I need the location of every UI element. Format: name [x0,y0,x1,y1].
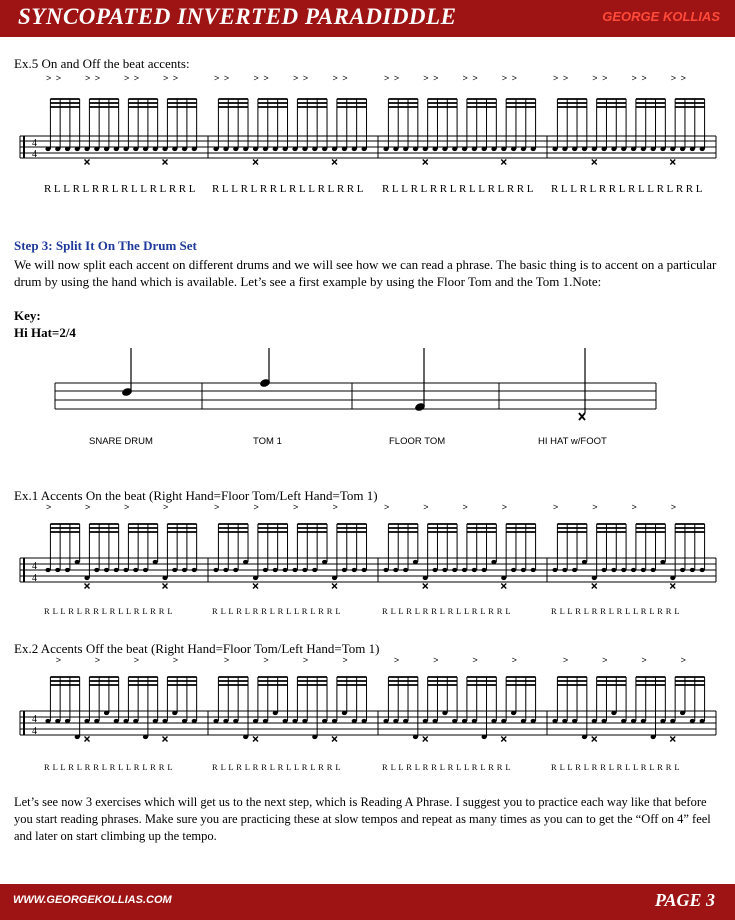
page-number: PAGE 3 [654,890,715,910]
note-head [403,147,408,151]
note-head [243,147,248,151]
sticking-text: R L L R L R R L R L L R L R R L [382,606,511,616]
note-head [362,568,367,572]
note-head [243,735,248,739]
note-head [362,147,367,151]
note-head [592,147,597,151]
note-head [660,719,665,723]
time-signature-bottom: 4 [32,726,37,737]
note-head [75,147,80,151]
note-head [233,568,238,572]
note-head [501,719,506,723]
note-head [531,568,536,572]
note-head [133,719,138,723]
accent-mark: > [511,655,517,665]
note-head [651,147,656,151]
accent-mark: > [55,655,62,665]
note-head [312,568,317,572]
note-head [572,568,577,572]
note-head [253,147,258,151]
note-head [631,568,636,572]
note-head [153,147,158,151]
note-head [55,147,60,151]
note-head [322,560,327,564]
note-head [273,711,278,715]
accent-mark: > [553,73,559,83]
note-head [133,147,138,151]
accent-mark: > [631,73,637,83]
note-head [223,719,228,723]
note-head [482,568,487,572]
note-head [452,719,457,723]
accent-mark: > [562,73,569,83]
note-head [223,568,228,572]
page-title: SYNCOPATED INVERTED PARADIDDLE [18,4,457,29]
accent-mark: > [332,73,338,83]
note-head [362,719,367,723]
note-head [413,147,418,151]
note-head [472,147,477,151]
note-head [352,568,357,572]
note-head [253,719,258,723]
note-head [192,719,197,723]
note-head [383,719,388,723]
hihat-label: Hi Hat=2/4 [14,325,76,340]
note-head [332,147,337,151]
note-head [670,576,675,580]
note-head [690,147,695,151]
footer-bar [0,884,735,920]
note-head [641,719,646,723]
note-head [572,147,577,151]
note-head [182,719,187,723]
note-head [442,568,447,572]
note-head [680,147,685,151]
note-head [432,147,437,151]
key-label-hihat: HI HAT w/FOOT [538,436,607,447]
note-head [651,735,656,739]
accent-mark: > [641,73,647,83]
step3-title: Step 3: Split It On The Drum Set [14,238,197,253]
accent-mark: > [133,73,140,83]
note-head [660,147,665,151]
note-head [511,568,516,572]
note-head [312,735,317,739]
note-head [442,711,447,715]
note-head [670,719,675,723]
note-head [273,147,278,151]
note-head [123,568,128,572]
note-head [432,568,437,572]
time-signature-bottom: 4 [32,573,37,584]
note-head [263,719,268,723]
accent-mark: > [602,655,608,665]
accent-mark: > [94,73,101,83]
note-head [223,147,228,151]
note-head [611,568,616,572]
accent-mark: > [133,655,140,665]
note-head [45,568,50,572]
accent-mark: > [124,73,130,83]
note-head [472,719,477,723]
note-head [263,147,268,151]
note-head [592,576,597,580]
note-head [162,147,167,151]
note-head [592,719,597,723]
accent-mark: > [214,73,220,83]
note-head [511,711,516,715]
note-head [631,147,636,151]
time-signature-bottom: 4 [32,149,37,160]
accent-mark: > [433,655,439,665]
sticking-text: R L L R L R R L R L L R L R R L [44,606,173,616]
key-label-tom1: TOM 1 [253,436,282,447]
sticking-text: RLLRLRRLRLLRLRRL [551,183,706,195]
note-head [491,147,496,151]
accent-mark: > [384,73,390,83]
note-head [75,735,80,739]
accent-mark: > [46,502,52,512]
note-head [213,147,218,151]
accent-mark: > [172,73,179,83]
ex2-notation [0,653,735,773]
sticking-text: RLLRLRRLRLLRLRRL [44,183,199,195]
accent-mark: > [423,502,429,512]
note-head [94,568,99,572]
accent-mark: > [172,655,179,665]
note-head [182,147,187,151]
key-notation [0,340,735,430]
note-head [233,719,238,723]
accent-mark: > [85,502,91,512]
accent-mark: > [163,502,169,512]
note-head [621,568,626,572]
note-head [491,719,496,723]
note-head [94,719,99,723]
sticking-text: R L L R L R R L R L L R L R R L [551,762,680,772]
note-head [403,719,408,723]
note-head [700,568,705,572]
note-head [491,560,496,564]
note-head [462,719,467,723]
note-head [611,147,616,151]
note-head [65,147,70,151]
ex1-label: Ex.1 Accents On the beat (Right Hand=Floor Tom/Left Hand=Tom 1) [14,488,378,503]
header-bar [0,0,735,37]
accent-mark: > [602,73,608,83]
note-head [45,719,50,723]
accent-mark: > [342,73,348,83]
note-head [332,719,337,723]
note-head [562,147,567,151]
footer-url: WWW.GEORGEKOLLIAS.COM [13,894,172,906]
note-head [572,719,577,723]
key-tom1-note [259,348,271,388]
note-head [322,719,327,723]
accent-mark: > [631,502,637,512]
note-head [552,568,557,572]
accent-mark: > [433,73,439,83]
note-head [582,147,587,151]
accent-mark: > [680,73,686,83]
note-head [263,568,268,572]
note-head [531,147,536,151]
note-head [312,147,317,151]
key-snare-note [121,348,133,397]
note-head [521,719,526,723]
note-head [383,568,388,572]
note-head [482,147,487,151]
sticking-text: RLLRLRRLRLLRLRRL [382,183,537,195]
sticking-text: R L L R L R R L R L L R L R R L [44,762,173,772]
note-head [302,568,307,572]
note-head [143,735,148,739]
sticking-text: R L L R L R R L R L L R L R R L [551,606,680,616]
note-head [65,568,70,572]
accent-mark: > [670,73,677,83]
key-label: Key: [14,308,41,323]
accent-mark: > [293,73,299,83]
note-head [283,719,288,723]
note-head [114,568,119,572]
note-head [670,147,675,151]
note-head [55,568,60,572]
note-head [283,147,288,151]
note-head [233,147,238,151]
note-head [462,568,467,572]
accent-mark: > [302,73,309,83]
accent-mark: > [384,502,390,512]
note-head [582,560,587,564]
note-head [292,568,297,572]
note-head [403,568,408,572]
note-head [123,147,128,151]
accent-mark: > [263,73,269,83]
note-head [153,719,158,723]
note-head [690,719,695,723]
accent-mark: > [592,502,598,512]
note-head [611,711,616,715]
accent-mark: > [342,655,348,665]
note-head [432,719,437,723]
note-head [442,147,447,151]
note-head [172,711,177,715]
key-label-snare: SNARE DRUM [89,436,153,447]
note-head [690,568,695,572]
note-head [413,735,418,739]
note-head [452,568,457,572]
accent-mark: > [393,73,400,83]
accent-mark: > [253,73,259,83]
note-head [462,147,467,151]
accent-mark: > [423,73,429,83]
accent-mark: > [124,502,130,512]
accent-mark: > [163,73,169,83]
note-head [104,568,109,572]
note-head [680,711,685,715]
note-head [680,568,685,572]
note-head [601,719,606,723]
accent-mark: > [462,73,468,83]
note-head [213,568,218,572]
accent-mark: > [511,73,517,83]
note-head [213,719,218,723]
accent-mark: > [501,73,508,83]
note-head [501,576,506,580]
key-label-floortom: FLOOR TOM [389,436,446,447]
note-head [332,576,337,580]
note-head [552,147,557,151]
time-signature-top: 4 [32,714,37,725]
accent-mark: > [293,502,299,512]
note-head [660,560,665,564]
note-head [94,147,99,151]
note-head [143,147,148,151]
note-head [501,147,506,151]
time-signature-top: 4 [32,138,37,149]
note-head [342,147,347,151]
accent-mark: > [670,502,677,512]
note-head [562,568,567,572]
note-head [342,568,347,572]
note-head [153,560,158,564]
note-head [631,719,636,723]
sticking-text: R L L R L R R L R L L R L R R L [212,762,341,772]
accent-mark: > [85,73,91,83]
note-head [292,147,297,151]
note-head [521,147,526,151]
note-head [172,147,177,151]
accent-mark: > [223,655,230,665]
note-head [143,568,148,572]
sticking-text: RLLRLRRLRLLRLRRL [212,183,367,195]
note-head [601,147,606,151]
accent-mark: > [641,655,647,665]
note-head [75,560,80,564]
note-head [531,719,536,723]
accent-mark: > [462,502,468,512]
author-name: GEORGE KOLLIAS [602,9,720,24]
note-head [84,576,89,580]
step3-paragraph: We will now split each accent on different drums and we will see how we can read a phrase. The basic thing is to accent on a particular drum by using the hand which is available. Let’s see a first example by using the Floor Tom and the Tom 1.Note: [14,257,717,289]
note-head [292,719,297,723]
accent-mark: > [680,655,686,665]
note-head [123,719,128,723]
note-head [283,568,288,572]
accent-mark: > [592,73,598,83]
note-head [104,711,109,715]
note-head [114,719,119,723]
note-head [172,568,177,572]
note-head [621,719,626,723]
note-head [552,719,557,723]
ex5-notation [0,68,735,208]
note-head [641,568,646,572]
accent-mark: > [472,655,478,665]
time-signature-top: 4 [32,561,37,572]
note-head [45,147,50,151]
note-head [393,719,398,723]
note-head [352,147,357,151]
note-head [253,576,258,580]
accent-mark: > [393,655,400,665]
ex2-label: Ex.2 Accents Off the beat (Right Hand=Floor Tom/Left Hand=Tom 1) [14,641,380,656]
note-head [65,719,70,723]
accent-mark: > [94,655,101,665]
note-head [322,147,327,151]
note-head [700,719,705,723]
note-head [182,568,187,572]
note-head [423,147,428,151]
sticking-text: R L L R L R R L R L L R L R R L [382,762,511,772]
accent-mark: > [562,655,569,665]
note-head [413,560,418,564]
accent-mark: > [253,502,259,512]
ex1-notation [0,500,735,620]
accent-mark: > [501,502,508,512]
note-head [482,735,487,739]
note-head [700,147,705,151]
accent-mark: > [223,73,230,83]
accent-mark: > [332,502,338,512]
note-head [511,147,516,151]
note-head [452,147,457,151]
note-head [472,568,477,572]
accent-mark: > [472,73,478,83]
note-head [84,719,89,723]
note-head [521,568,526,572]
note-head [342,711,347,715]
note-head [114,147,119,151]
accent-mark: > [553,502,559,512]
note-head [621,147,626,151]
accent-mark: > [214,502,220,512]
note-head [133,568,138,572]
note-head [641,147,646,151]
ex5-label: Ex.5 On and Off the beat accents: [14,56,190,71]
accent-mark: > [302,655,309,665]
note-head [273,568,278,572]
note-head [352,719,357,723]
note-head [423,576,428,580]
note-head [582,735,587,739]
note-head [302,147,307,151]
note-head [162,719,167,723]
note-head [393,147,398,151]
note-head [192,568,197,572]
accent-mark: > [46,73,52,83]
note-head [651,568,656,572]
key-floortom-note [414,348,426,412]
accent-mark: > [55,73,62,83]
note-head [383,147,388,151]
sticking-text: R L L R L R R L R L L R L R R L [212,606,341,616]
note-head [192,147,197,151]
outro-paragraph: Let’s see now 3 exercises which will get us to the next step, which is Reading A Phrase. I suggest you to practice each way like that before you start reading phrases. Make sure you are practicing these at slow tempos and repeat as many times as you can to get the “Off on 4” feel and later on start climbing up the tempo. [14,795,711,843]
note-head [84,147,89,151]
note-head [302,719,307,723]
note-head [55,719,60,723]
note-head [243,560,248,564]
note-head [104,147,109,151]
accent-mark: > [263,655,269,665]
note-head [601,568,606,572]
note-head [393,568,398,572]
note-head [423,719,428,723]
note-head [562,719,567,723]
note-head [162,576,167,580]
